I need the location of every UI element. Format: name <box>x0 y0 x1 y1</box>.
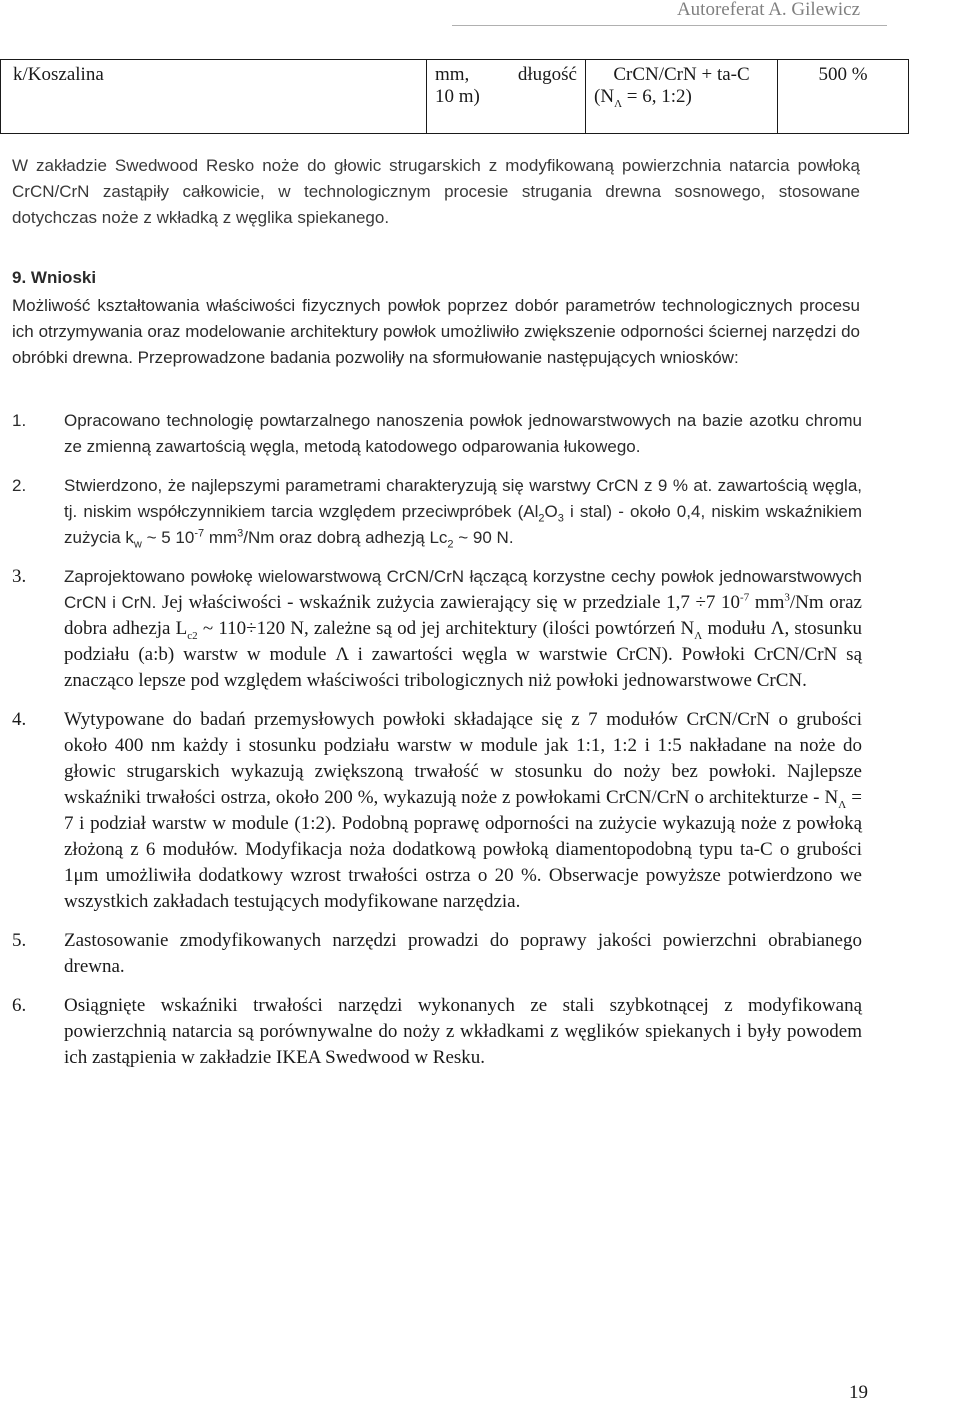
text-segment: modułu Λ, stosunku podziału (a:b) warstw w module Λ i zawartości węgla w warstwie CrCN). Powłoki CrCN/CrN są znacząco lepsze pod względem właściwości tribologicznych niż powłoki jednowarstwowe CrCN. <box>64 618 862 691</box>
list-item <box>12 707 862 915</box>
section-intro: Możliwość kształtowania właściwości fizycznych powłok poprzez dobór parametrów technologicznych procesu ich otrzymywania oraz modelowanie architektury powłok umożliwiło zwiększenie odporności ściernej narzędzi do obróbki drewna. Przeprowadzone badania pozwoliły na sformułowanie następujących wniosków: <box>12 296 860 367</box>
superscript: 3 <box>237 527 244 540</box>
text-segment: Wytypowane do badań przemysłowych powłoki składające się z 7 modułów CrCN/CrN o grubości około 400 nm każdy i stosunku podziału warstw w module jak 1:1, 1:2 i 1:5 nakładane na noże do głowic strugarskich wykazują zwiększoną trwałość w stosunku do noży bez powłoki. Najlepsze wskaźniki trwałości ostrza, około 200 %, wykazują noże z powłokami CrCN/CrN o architekturze - N <box>64 709 862 808</box>
text-segment: O <box>544 502 558 521</box>
text-segment: ~ 5 10 <box>141 528 195 547</box>
page-number: 19 <box>849 1382 868 1403</box>
subscript: 2 <box>447 538 454 551</box>
cell-text: k/Koszalina <box>13 64 104 85</box>
paragraph-swedwood: W zakładzie Swedwood Resko noże do głowic strugarskich z modyfikowaną powierzchnia natarcia powłoką CrCN/CrN zastąpiły całkowicie, w technologicznym procesie strugania drewna sosnowego, stosowane dotychczas noże z wkładką z węglika spiekanego. <box>12 156 860 227</box>
text-segment: mm <box>749 592 785 613</box>
cell-line <box>594 86 769 108</box>
cell-text: 500 % <box>818 64 868 85</box>
text-segment: ~ 110÷120 N, zależne są od jej architektury (ilości powtórzeń N <box>197 618 695 639</box>
text-segment: Zaprojektowano powłokę wielowarstwową CrCN/CrN łączącą korzystne cechy powłok jednowarstwowych CrCN i CrN. <box>64 567 862 612</box>
subscript: Λ <box>838 798 847 811</box>
item-number: 4. <box>12 709 27 730</box>
text-segment: Stwierdzono, że najlepszymi parametrami charakteryzują się warstwy CrCN z 9 % at. zawartością węgla, tj. niskim współczynnikiem tarcia względem przeciwpróbek (Al <box>64 476 862 521</box>
superscript: 3 <box>784 591 790 604</box>
text-segment: Jej właściwości - wskaźnik zużycia zawierający się w przedziale 1,7 ÷7 10 <box>161 592 741 613</box>
subscript: Λ <box>614 97 623 110</box>
text-segment: = 6, 1:2) <box>622 86 692 107</box>
cell-line: mm, długość <box>435 64 577 85</box>
list-item <box>12 928 862 980</box>
item-number: 5. <box>12 930 27 951</box>
results-table-fragment <box>0 59 909 134</box>
running-header: Autoreferat A. Gilewicz <box>676 0 860 20</box>
item-number: 3. <box>12 566 27 587</box>
list-item <box>12 993 862 1071</box>
text-segment: ~ 90 N. <box>453 528 514 547</box>
text-segment: /Nm oraz dobrą adhezją Lc <box>243 528 448 547</box>
table-cell-location <box>1 60 427 134</box>
table-row <box>1 60 909 134</box>
item-number: 2. <box>12 476 27 495</box>
list-item <box>12 473 862 551</box>
text-segment: /Nm oraz dobra adhezja L <box>64 592 862 639</box>
text-segment: = 7 i podział warstw w module (1:2). Podobną poprawę odporności na zużycie wykazują noże z powłoką złożoną z 6 modułów. Modyfikacja noża dodatkową powłoką diamentopodobną typu ta-C o grubości 1μm umożliwiła dodatkowy wzrost trwałości ostrza o 20 %. Obserwacje powyższe potwierdzono we wszystkich zakładach testujących modyfikowane narzędzia. <box>64 787 862 912</box>
item-text: Osiągnięte wskaźniki trwałości narzędzi wykonanych ze stali szybkotnącej z modyfikowaną powierzchnią natarcia są porównywalne do noży z wkładkami z węglików spiekanych i były powodem ich zastąpienia w zakładzie IKEA Swedwood w Resku. <box>64 995 862 1068</box>
item-number: 1. <box>12 411 27 430</box>
table-cell-coating <box>586 60 778 134</box>
subscript: Λ <box>694 629 703 642</box>
table-cell-tool-size <box>427 60 586 134</box>
section-title: 9. Wnioski <box>12 268 97 287</box>
cell-line: 10 m) <box>435 86 480 107</box>
header-rule <box>452 25 887 26</box>
text-segment: i stal) - około 0,4, niskim wskaźnikiem zużycia k <box>64 502 863 547</box>
subscript: w <box>133 538 142 551</box>
superscript: -7 <box>194 527 205 540</box>
subscript: 3 <box>557 512 564 525</box>
text-segment: mm <box>204 528 238 547</box>
item-text: Zastosowanie zmodyfikowanych narzędzi prowadzi do poprawy jakości powierzchni obrabianego drewna. <box>64 930 862 977</box>
cell-line: CrCN/CrN + ta-C <box>613 64 750 85</box>
superscript: -7 <box>740 591 750 604</box>
item-number: 6. <box>12 995 27 1016</box>
list-item <box>12 564 862 694</box>
list-item <box>12 408 862 460</box>
text-segment: (N <box>594 86 615 107</box>
subscript: 2 <box>538 512 545 525</box>
conclusions-list <box>12 408 862 1071</box>
table-cell-durability <box>778 60 909 134</box>
item-text: Opracowano technologię powtarzalnego nanoszenia powłok jednowarstwowych na bazie azotku chromu ze zmienną zawartością węgla, metodą katodowego odparowania łukowego. <box>64 411 862 456</box>
subscript: c2 <box>187 629 198 642</box>
